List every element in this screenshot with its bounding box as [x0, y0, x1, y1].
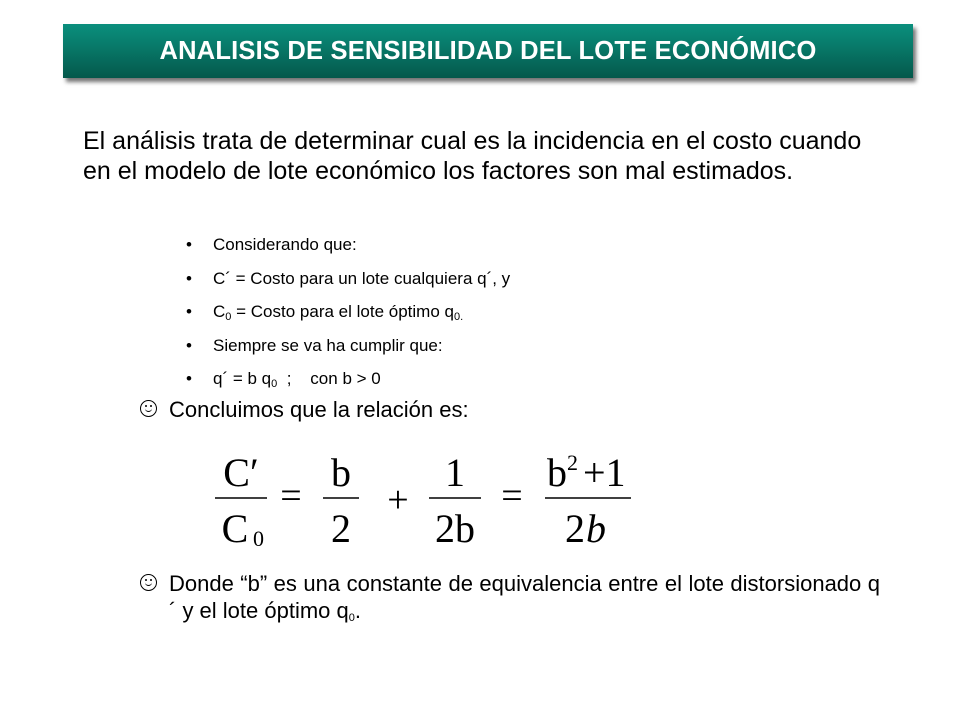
bullet-dot: • [186, 369, 192, 388]
rhs-numerator-exponent: 2 [567, 450, 578, 475]
equals-sign: = [280, 475, 302, 517]
plus-sign: + [387, 479, 409, 521]
bullet-subscript: 0 [225, 311, 232, 323]
bullet-dot: • [186, 268, 192, 288]
lhs-denominator-base: C [221, 506, 249, 551]
equals-sign: = [501, 475, 523, 517]
term2-numerator: 1 [445, 450, 465, 495]
bullet-prefix: q´ = b q [213, 369, 272, 388]
note-line [140, 570, 880, 624]
list-item [186, 335, 510, 369]
list-item [186, 234, 510, 268]
list-item [186, 268, 510, 302]
list-item [186, 301, 510, 335]
equation-graphic [205, 448, 645, 558]
conclusion-line [140, 396, 469, 423]
bullet-text: C´ = Costo para un lote cualquiera q´, y [213, 268, 511, 288]
bullet-dot: • [186, 235, 192, 254]
bullet-text: ; con b > 0 [277, 369, 381, 388]
lhs-numerator: C′ [223, 450, 259, 495]
rhs-denominator-number: 2 [565, 506, 585, 551]
equation [205, 448, 645, 558]
rhs-denominator-variable: b [586, 506, 606, 551]
smiley-icon [140, 400, 157, 417]
rhs-numerator-rest: +1 [583, 450, 626, 495]
term1-numerator: b [331, 450, 351, 495]
bullet-dot: • [186, 335, 192, 355]
term1-denominator: 2 [331, 506, 351, 551]
note-paragraph [169, 570, 880, 624]
bullet-subscript: 0 [271, 378, 278, 390]
note-tail: . [354, 598, 361, 623]
bullet-text: = Costo para el lote óptimo q [231, 302, 454, 321]
bullet-prefix: C [213, 302, 226, 321]
intro-paragraph: El análisis trata de determinar cual es la incidencia en el costo cuando en el modelo de lote económico los factores son mal estimados. [83, 127, 862, 185]
term2-denominator: 2b [435, 506, 475, 551]
bullet-list [186, 234, 510, 402]
page-title: ANALISIS DE SENSIBILIDAD DEL LOTE ECONÓMICO [159, 36, 817, 65]
bullet-text: Considerando que: [213, 235, 357, 254]
note-text: Donde “b” es una constante de equivalencia entre el lote distorsionado q´ y el lote óptimo q [169, 571, 880, 623]
note-subscript: 0 [348, 612, 355, 624]
conclusion-text: Concluimos que la relación es: [169, 397, 469, 422]
lhs-denominator-subscript: 0 [253, 526, 264, 551]
bullet-text: Siempre se va ha cumplir que: [213, 335, 443, 355]
smiley-icon [140, 574, 157, 591]
bullet-subscript: 0. [453, 311, 464, 323]
title-banner [63, 24, 913, 78]
rhs-numerator-base: b [547, 450, 567, 495]
bullet-dot: • [186, 302, 192, 321]
